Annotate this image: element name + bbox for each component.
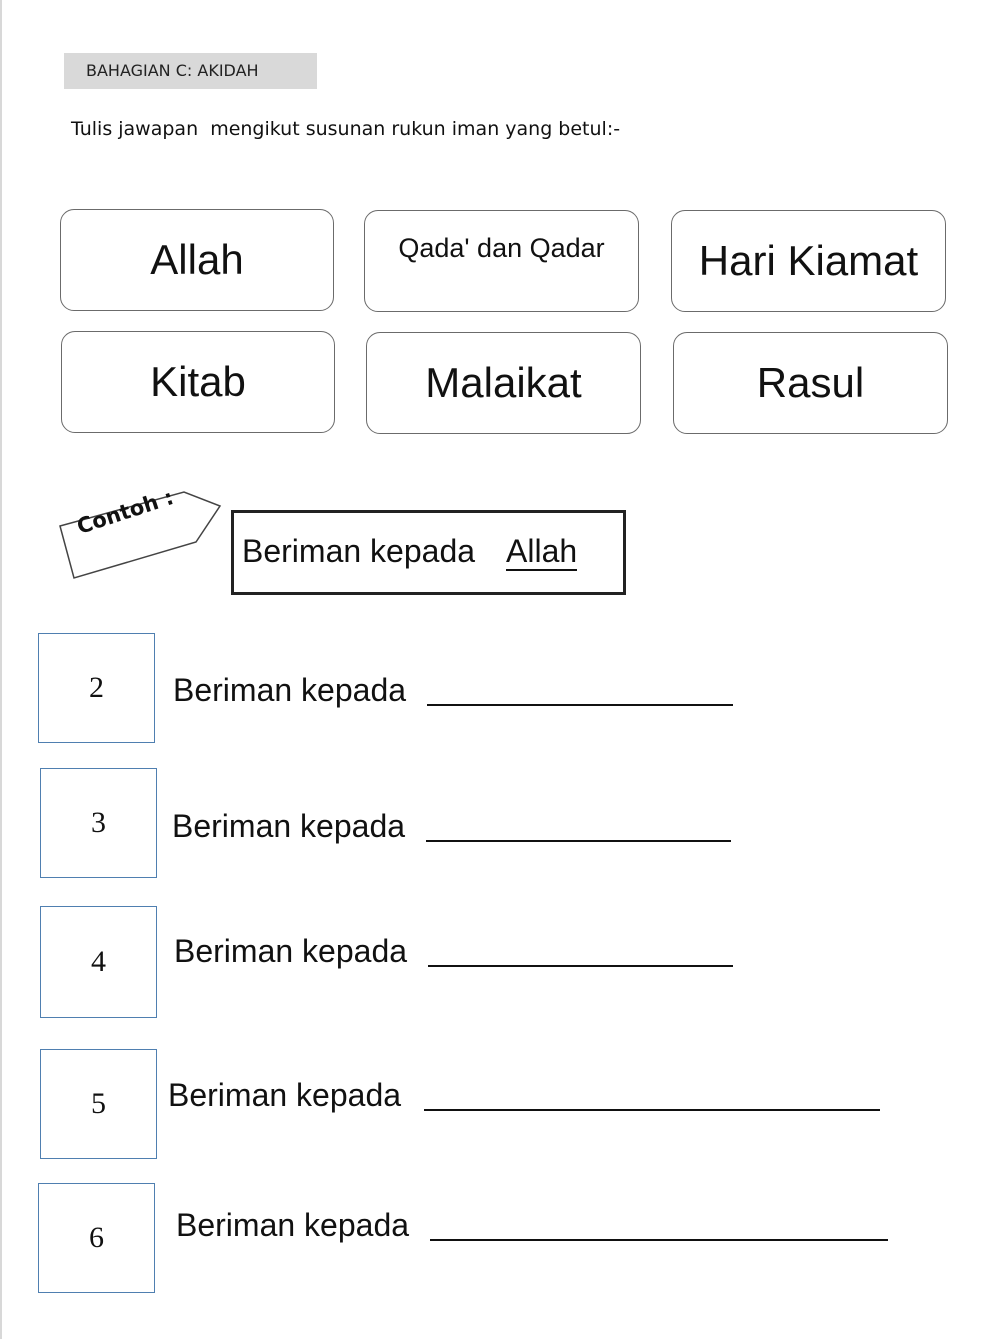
word-card-allah[interactable]: Allah bbox=[60, 209, 334, 311]
question-prefix: Beriman kepada bbox=[176, 1207, 410, 1243]
question-prefix: Beriman kepada bbox=[174, 933, 408, 969]
answer-blank-field[interactable] bbox=[430, 1239, 888, 1241]
example-answer: Allah bbox=[506, 533, 578, 569]
example-box bbox=[231, 510, 626, 595]
word-card-kitab[interactable]: Kitab bbox=[61, 331, 335, 433]
answer-blank-field[interactable] bbox=[428, 965, 733, 967]
section-header: BAHAGIAN C: AKIDAH bbox=[64, 53, 317, 89]
answer-blank-field[interactable] bbox=[427, 704, 733, 706]
word-card-hari-kiamat[interactable]: Hari Kiamat bbox=[671, 210, 946, 312]
word-card-rasul[interactable]: Rasul bbox=[673, 332, 948, 434]
question-prefix: Beriman kepada bbox=[173, 672, 407, 708]
answer-blank-field[interactable] bbox=[424, 1109, 880, 1111]
question-prefix: Beriman kepada bbox=[168, 1077, 402, 1113]
example-tag-label: Contoh : bbox=[74, 485, 177, 539]
question-number-box: 3 bbox=[40, 768, 157, 878]
example-tag bbox=[58, 485, 226, 582]
word-card-malaikat[interactable]: Malaikat bbox=[366, 332, 641, 434]
page-edge bbox=[0, 0, 2, 1339]
answer-blank-field[interactable] bbox=[426, 840, 731, 842]
example-prefix: Beriman kepada bbox=[242, 533, 476, 569]
word-card-qada-qadar[interactable]: Qada' dan Qadar bbox=[364, 210, 639, 312]
question-number-box: 5 bbox=[40, 1049, 157, 1159]
question-number-box: 4 bbox=[40, 906, 157, 1018]
instruction-text: Tulis jawapan mengikut susunan rukun iman yang betul:- bbox=[71, 118, 621, 140]
question-number-box: 2 bbox=[38, 633, 155, 743]
question-prefix: Beriman kepada bbox=[172, 808, 406, 844]
question-number-box: 6 bbox=[38, 1183, 155, 1293]
